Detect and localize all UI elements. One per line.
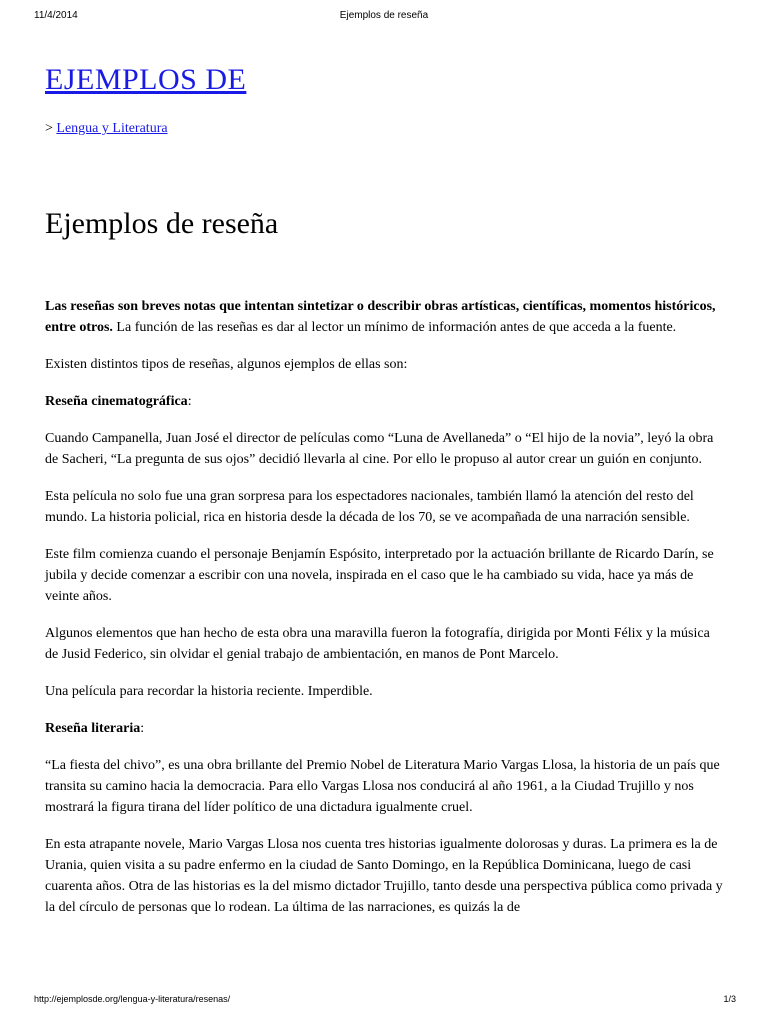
print-footer-url: http://ejemplosde.org/lengua-y-literatura/resenas/	[34, 994, 231, 1004]
heading-lit-text: Reseña literaria	[45, 721, 141, 736]
print-header	[0, 10, 768, 26]
print-date: 11/4/2014	[34, 10, 78, 21]
breadcrumb-link-lengua-y-literatura[interactable]: Lengua y Literatura	[56, 121, 168, 136]
section-heading-cinematografica	[45, 391, 725, 412]
breadcrumb	[45, 120, 725, 138]
cine-paragraph-4: Algunos elementos que han hecho de esta obra una maravilla fueron la fotografía, dirigida por Monti Félix y la música de Jusid Federico, sin olvidar el genial trabajo de ambientación, en manos de Pont Marcelo.	[45, 626, 710, 662]
types-intro-paragraph: Existen distintos tipos de reseñas, algunos ejemplos de ellas son:	[45, 357, 408, 372]
cine-paragraph-2: Esta película no solo fue una gran sorpresa para los espectadores nacionales, también llamó la atención del resto del mundo. La historia policial, rica en historia desde la década de los 70, se ve acompañada de una narración sensible.	[45, 489, 694, 525]
heading-cine-suffix: :	[187, 394, 192, 409]
intro-rest-text: La función de las reseñas es dar al lector un mínimo de información antes de que acceda a la fuente.	[112, 320, 677, 335]
print-footer	[0, 994, 768, 1008]
intro-paragraph	[45, 296, 725, 338]
site-title-link[interactable]: EJEMPLOS DE	[45, 63, 247, 96]
print-footer-page-count: 1/3	[723, 994, 736, 1004]
section-heading-literaria	[45, 718, 725, 739]
intro-bold-text: Las reseñas son breves notas que intentan sintetizar o describir obras artísticas, científicas, momentos históricos, entre otros.	[45, 299, 716, 335]
page-title: Ejemplos de reseña	[45, 207, 279, 240]
lit-paragraph-1: “La fiesta del chivo”, es una obra brillante del Premio Nobel de Literatura Mario Vargas Llosa, la historia de un país que transita su camino hacia la democracia. Para ello Vargas Llosa nos conducirá al año 1961, a la Ciudad Trujillo y nos mostrará la figura tirana del líder político de una dictadura igualmente cruel.	[45, 758, 720, 815]
cine-paragraph-1: Cuando Campanella, Juan José el director de películas como “Luna de Avellaneda” o “El hijo de la novia”, leyó la obra de Sacheri, “La pregunta de sus ojos” decidió llevarla al cine. Por ello le propuso al autor crear un guión en conjunto.	[45, 431, 714, 467]
article-body	[45, 296, 725, 918]
lit-paragraph-2: En esta atrapante novele, Mario Vargas Llosa nos cuenta tres historias igualmente dolorosas y duras. La primera es la de Urania, quien visita a su padre enfermo en la ciudad de Santo Domingo, en la República Dominicana, luego de casi cuarenta años. Otra de las historias es la del mismo dictador Trujillo, tanto desde una perspectiva pública como privada y la del círculo de personas que lo rodean. La última de las narraciones, es quizás la de	[45, 837, 723, 915]
page-content	[45, 56, 725, 934]
cine-paragraph-5: Una película para recordar la historia reciente. Imperdible.	[45, 684, 373, 699]
breadcrumb-separator: >	[45, 121, 53, 136]
cine-paragraph-3: Este film comienza cuando el personaje Benjamín Espósito, interpretado por la actuación brillante de Ricardo Darín, se jubila y decide comenzar a escribir con una novela, inspirada en el caso que le ha cambiado su vida, hace ya más de veinte años.	[45, 547, 714, 604]
print-page-title: Ejemplos de reseña	[339, 10, 429, 21]
heading-cine-text: Reseña cinematográfica	[45, 394, 188, 409]
heading-lit-suffix: :	[140, 721, 145, 736]
